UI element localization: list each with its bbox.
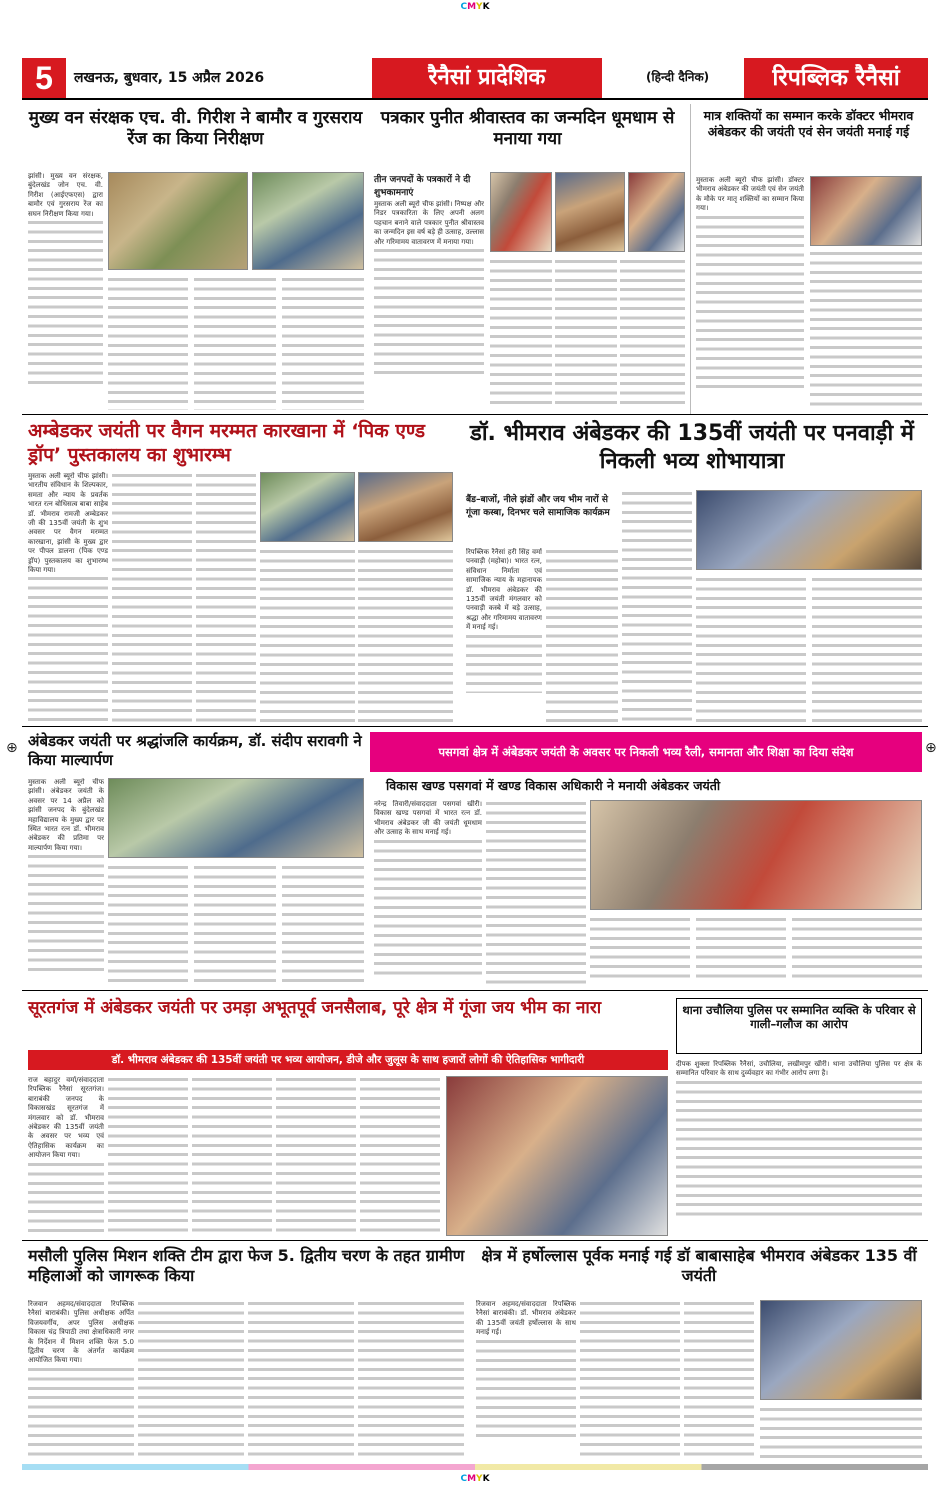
suratganj-lead: राज बहादुर वर्मा/संवाददाता रिपब्लिक रैनैसां सूरतगंज। बाराबंकी जनपद के विकासखंड सूरतगंज में मंगलवार को डॉ. भीमराव अंबेडकर की 135वीं जयंती के अवसर पर भव्य एवं ऐतिहासिक कार्यक्रम का आयोजन किया गया।	[28, 1076, 104, 1160]
pasgawan-column-3	[590, 916, 690, 984]
puneet-article	[374, 200, 484, 410]
cmyk-registration-bottom: CMYK	[460, 1474, 490, 1484]
panwari-headline: डॉ. भीमराव अंबेडकर की 135वीं जयंती पर पनवाड़ी में निकली भव्य शोभायात्रा	[470, 421, 914, 474]
sen-lead: मुस्ताक अली ब्यूरो चीफ झांसी। डॉक्टर भीमराव अंबेडकर की जयंती एवं सेन जयंती के मौके पर मातृ शक्तियों का सम्मान किया गया।	[696, 176, 804, 213]
saravagi-lead: मुस्ताक अली ब्यूरो चीफ झांसी। अंबेडकर जयंती के अवसर पर 14 अप्रैल को झांसी जनपद के बुंदेलखंड महाविद्यालय के मुख्य द्वार पर स्थित भारत रत्न डॉ. भीमराव अंबेडकर की प्रतिमा पर माल्यार्पण किया गया।	[28, 778, 104, 852]
puneet-column-3	[555, 258, 617, 410]
pasgawan-photo	[590, 800, 922, 910]
saravagi-article	[28, 778, 104, 984]
mission-article	[28, 1300, 134, 1458]
panwari-article	[466, 548, 542, 722]
puneet-headline: पत्रकार पुनीत श्रीवास्तव का जन्मदिन धूमधाम से मनाया गया	[380, 108, 675, 150]
suratganj-headline: सूरतगंज में अंबेडकर जयंती पर उमड़ा अभूतपूर्व जनसैलाब, पूरे क्षेत्र में गूंजा जय भीम का नारा	[28, 998, 602, 1018]
dateline: लखनऊ, बुधवार, 15 अप्रैल 2026	[74, 70, 265, 86]
row-divider-2	[22, 726, 928, 727]
police-lead: दीपक शुक्ला रिपब्लिक रैनैसां, उचौलिया, लखीमपुर खीरी। थाना उचौलिया पुलिस पर क्षेत्र के सम्मानित परिवार के साथ दुर्व्यवहार का गंभीर आरोप लगा है।	[676, 1060, 922, 1078]
forest-photo-1	[108, 172, 248, 270]
column-divider	[690, 104, 691, 414]
panwari-column-5	[812, 576, 922, 722]
pasgawan-column-5	[792, 916, 922, 984]
pasgawan-banner: पसगवां क्षेत्र में अंबेडकर जयंती के अवसर पर निकली भव्य रैली, समानता और शिक्षा का दिया संदेश	[370, 732, 922, 772]
suratganj-band: डॉ. भीमराव अंबेडकर की 135वीं जयंती पर भव्य आयोजन, डीजे और जुलूस के साथ हजारों लोगों की ऐतिहासिक भागीदारी	[28, 1050, 668, 1070]
forest-photo-2	[252, 172, 364, 270]
forest-lead: झांसी। मुख्य वन संरक्षक, बुंदेलखंड जोन एच. वी. गिरीश (आईएफएस) द्वारा बामौर एवं गुरसराय रेंज का सघन निरीक्षण किया गया।	[28, 172, 103, 218]
harsh-column-2	[580, 1300, 680, 1458]
mission-headline: मसौली पुलिस मिशन शक्ति टीम द्वारा फेज 5. द्वितीय चरण के तहत ग्रामीण महिलाओं को जागरूक किया	[28, 1246, 465, 1285]
page-number: 5	[22, 58, 66, 98]
mission-column-3	[248, 1300, 354, 1458]
row-divider-1	[22, 414, 928, 415]
wagon-lead: मुस्ताक अली ब्यूरो चीफ झांसी। भारतीय संविधान के शिल्पकार, समता और न्याय के प्रवर्तक भारत रत्न बोधिसत्व बाबा साहेब डॉ. भीमराव रामजी अम्बेडकर जी की 135वीं जयंती के शुभ अवसर पर वैगन मरम्मत कारखाना, झांसी के मुख्य द्वार पर पीपल डालना (पिक एण्ड ड्रॉप) पुस्तकालय का शुभारम्भ किया गया।	[28, 472, 108, 575]
puneet-column-4	[620, 258, 685, 410]
panwari-photo	[696, 490, 922, 570]
pasgawan-lead: नरेन्द्र तिवारी/संवाददाता पसगवां खीरी। विकास खण्ड पसगवां में भारत रत्न डॉ. भीमराव अंबेडकर जी की जयंती धूमधाम और उत्साह के साथ मनाई गई।	[374, 800, 482, 837]
police-article	[676, 1060, 922, 1236]
harsh-column-4	[760, 1406, 922, 1458]
sen-article	[696, 176, 804, 410]
wagon-column-2	[112, 472, 192, 722]
forest-column-3	[194, 276, 276, 410]
color-bar	[22, 1464, 928, 1470]
suratganj-column-3	[192, 1076, 272, 1236]
puneet-subhead: तीन जनपदों के पत्रकारों ने दी शुभकामनाएं	[374, 175, 471, 198]
sen-column-2	[810, 250, 922, 410]
harsh-column-3	[684, 1300, 754, 1458]
puneet-photo-3	[628, 172, 685, 252]
section-title: रैनैसां प्रादेशिक	[372, 58, 602, 98]
saravagi-photo	[108, 778, 364, 858]
wagon-photo-2	[358, 472, 453, 542]
pasgawan-headline: विकास खण्ड पसगवां में खण्ड विकास अधिकारी ने मनायी अंबेडकर जयंती	[386, 778, 721, 793]
saravagi-column-4	[282, 864, 364, 984]
sen-photo	[810, 176, 922, 246]
forest-article	[28, 172, 103, 410]
panwari-column-4	[696, 576, 806, 722]
harsh-lead: रिजवान अहमद/संवाददाता रिपब्लिक रैनैसां बाराबंकी। डॉ. भीमराव अंबेडकर की 135वीं जयंती हर्षोल्लास के साथ मनाई गई।	[476, 1300, 576, 1337]
suratganj-column-5	[360, 1076, 440, 1236]
masthead	[22, 58, 928, 100]
wagon-headline: अम्बेडकर जयंती पर वैगन मरम्मत कारखाना में ‘पिक एण्ड ड्रॉप’ पुस्तकालय का शुभारम्भ	[28, 420, 426, 466]
mission-column-2	[138, 1300, 244, 1458]
puneet-photo-2	[555, 172, 625, 252]
pasgawan-column-4	[696, 916, 786, 984]
sen-headline: मात्र शक्तियों का सम्मान करके डॉक्टर भीमराव अंबेडकर की जयंती एवं सेन जयंती मनाई गई	[703, 108, 914, 139]
row-divider-4	[22, 1240, 928, 1241]
saravagi-column-2	[108, 864, 188, 984]
cmyk-registration: CMYK	[460, 2, 490, 12]
saravagi-column-3	[194, 864, 276, 984]
brand-logo: रिपब्लिक रैनैसां	[744, 58, 928, 98]
panwari-lead: रिपब्लिक रैनैसां हरी सिंह वर्मा पनवाड़ी (महोबा)। भारत रत्न, संविधान निर्माता एवं सामाजिक न्याय के महानायक डॉ. भीमराव अंबेडकर की 135वीं जयंती मंगलवार को पनवाड़ी कस्बे में बड़े उत्साह, श्रद्धा और गरिमामय वातावरण में मनाई गई।	[466, 548, 542, 632]
harsh-article	[476, 1300, 576, 1458]
harsh-photo	[760, 1300, 922, 1400]
suratganj-photo	[446, 1076, 668, 1236]
panwari-column-2	[546, 548, 618, 722]
panwari-subhead: बैंड–बाजों, नीले झंडों और जय भीम नारों से गूंजा कस्बा, दिनभर चले सामाजिक कार्यक्रम	[466, 495, 610, 518]
pasgawan-article	[374, 800, 482, 984]
paper-type: (हिन्दी दैनिक)	[646, 70, 710, 84]
forest-column-4	[282, 276, 364, 410]
mission-column-4	[358, 1300, 464, 1458]
saravagi-headline: अंबेडकर जयंती पर श्रद्धांजलि कार्यक्रम, डॉ. संदीप सरावगी ने किया माल्यार्पण	[28, 732, 362, 769]
harsh-headline: क्षेत्र में हर्षोल्लास पूर्वक मनाई गई डॉ बाबासाहेब भीमराव अंबेडकर 135 वीं जयंती	[481, 1246, 917, 1285]
suratganj-column-2	[108, 1076, 188, 1236]
registration-mark-left: ⊕	[6, 740, 18, 756]
registration-mark-right: ⊕	[925, 740, 937, 756]
puneet-photo-1	[490, 172, 552, 252]
wagon-photo-1	[260, 472, 355, 542]
suratganj-article	[28, 1076, 104, 1236]
suratganj-column-4	[276, 1076, 356, 1236]
wagon-article	[28, 472, 108, 722]
pasgawan-column-2	[486, 800, 586, 984]
puneet-column-2	[490, 258, 552, 410]
wagon-column-3	[196, 472, 256, 722]
panwari-column-3	[622, 490, 692, 722]
forest-column-2	[108, 276, 188, 410]
wagon-column-5	[358, 548, 453, 722]
forest-headline: मुख्य वन संरक्षक एच. वी. गिरीश ने बामौर व गुरसराय रेंज का किया निरीक्षण	[28, 108, 363, 150]
wagon-column-4	[260, 548, 355, 722]
mission-lead: रिजवान अहमद/संवाददाता रिपब्लिक रैनैसां बाराबंकी। पुलिस अधीक्षक अर्पित विजयवर्गीय, अपर पुलिस अधीक्षक विकास चंद्र त्रिपाठी तथा क्षेत्राधिकारी नगर के निर्देशन में मिशन शक्ति फेज 5.0 द्वितीय चरण के अंतर्गत कार्यक्रम आयोजित किया गया।	[28, 1300, 134, 1365]
row-divider-3	[22, 990, 928, 991]
police-headline: थाना उचौलिया पुलिस पर सम्मानित व्यक्ति के परिवार से गाली–गलौज का आरोप	[676, 998, 922, 1054]
puneet-lead: मुस्ताक अली ब्यूरो चीफ झांसी। निष्पक्ष और निडर पत्रकारिता के लिए अपनी अलग पहचान बनाने वाले पत्रकार पुनीत श्रीवास्तव का जन्मदिन इस वर्ष बड़े ही उत्साह, उल्लास और गरिमामय वातावरण में मनाया गया।	[374, 200, 484, 246]
